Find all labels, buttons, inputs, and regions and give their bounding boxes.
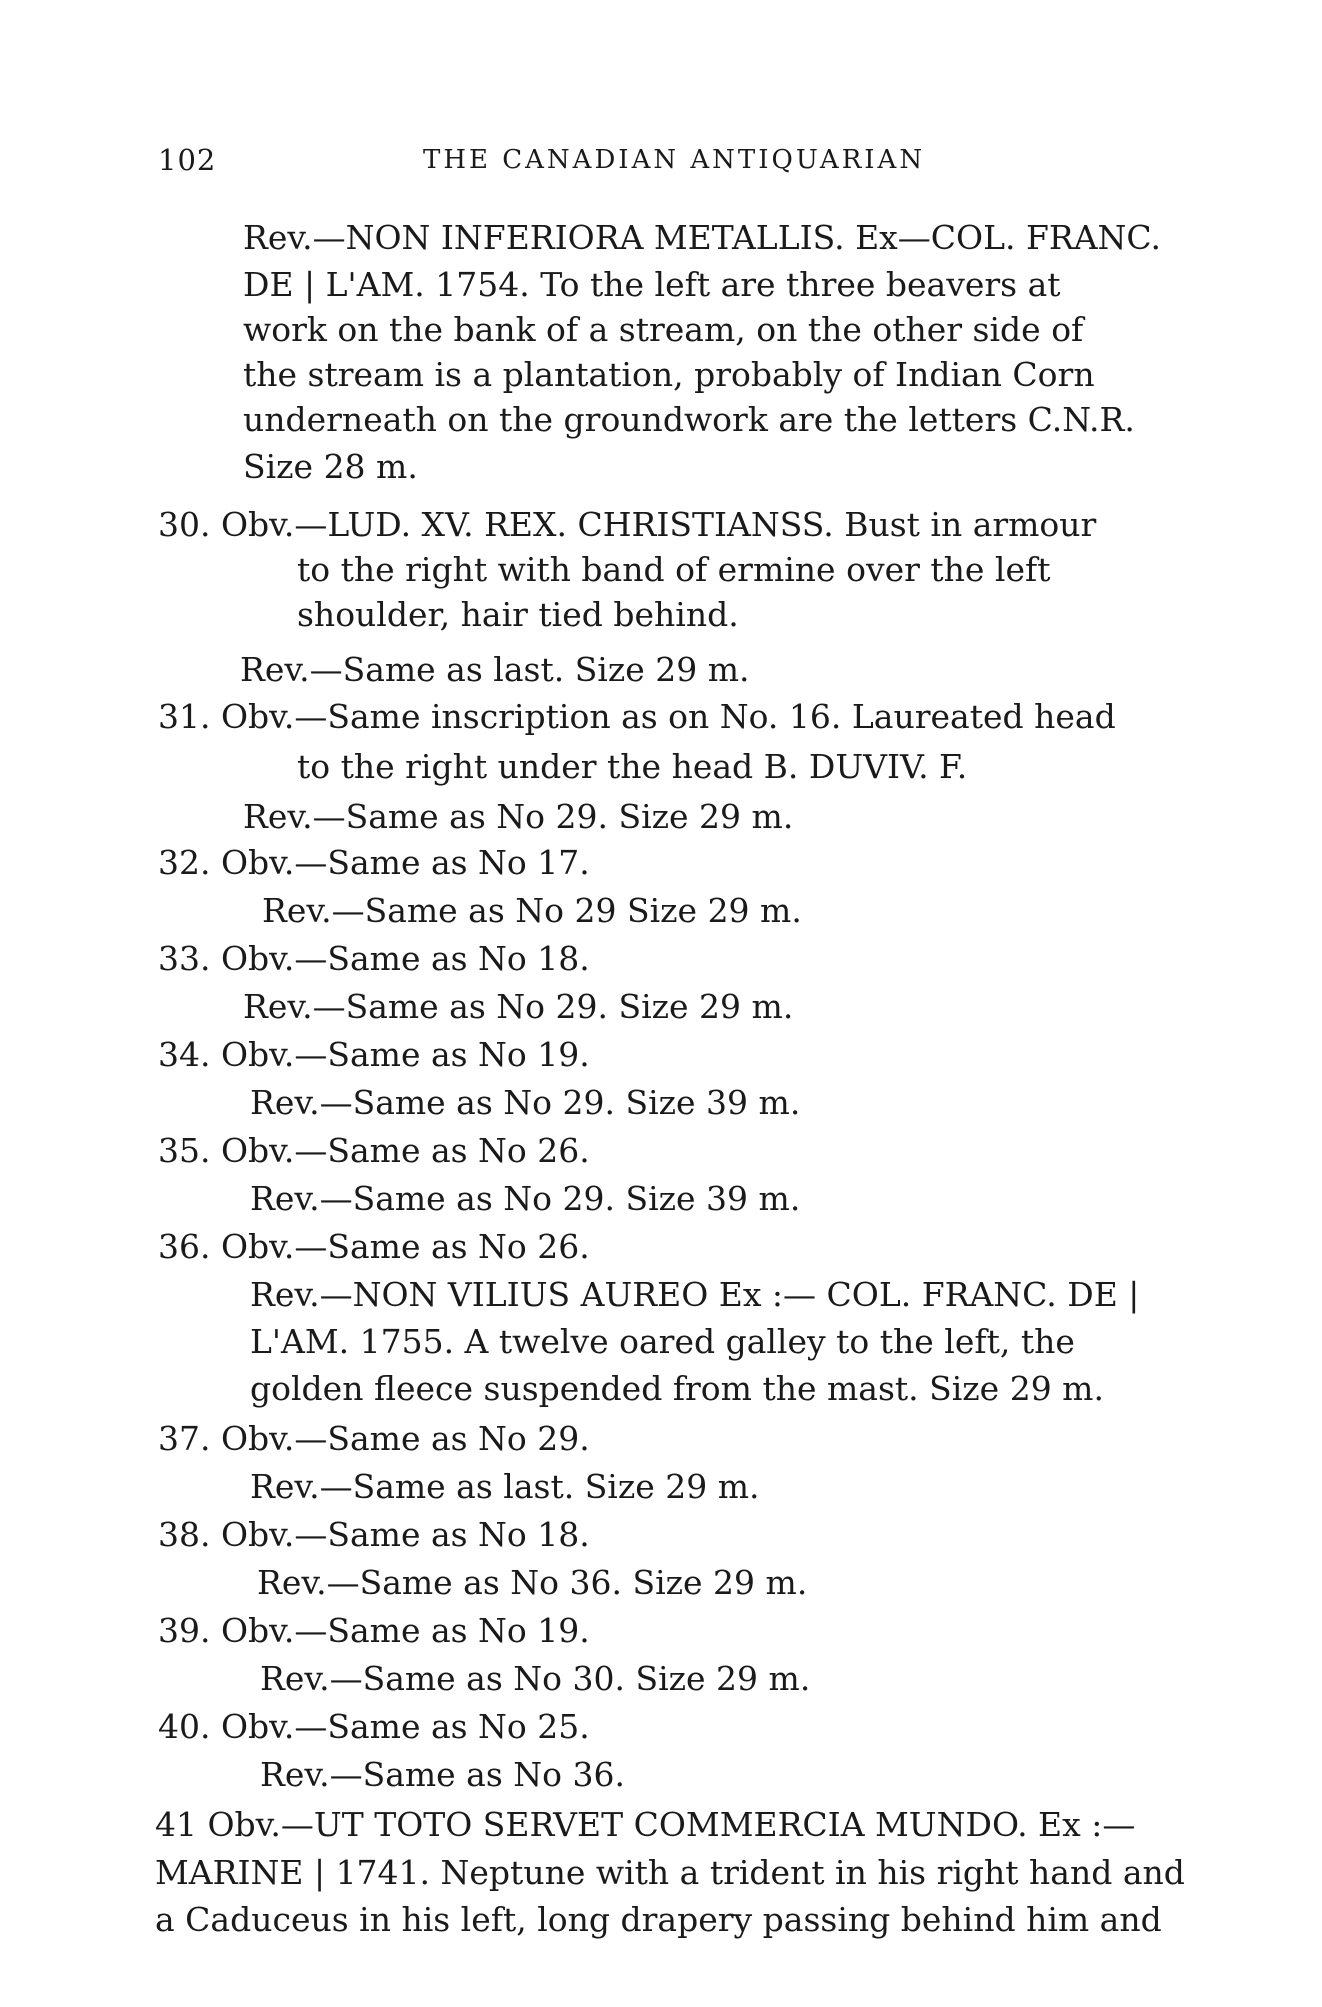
text-line: Rev.—Same as No 29. Size 39 m. (250, 1083, 801, 1122)
text-line: golden fleece suspended from the mast. Size 29 m. (250, 1369, 1104, 1408)
text-line: Rev.—Same as last. Size 29 m. (240, 650, 750, 689)
entry-line: 39. Obv.—Same as No 19. (158, 1611, 590, 1650)
entry-line: 41 Obv.—UT TOTO SERVET COMMERCIA MUNDO. Ex :— (155, 1805, 1136, 1844)
text-line: underneath on the groundwork are the letters C.N.R. (243, 400, 1135, 439)
text-line: Rev.—Same as No 36. (260, 1755, 625, 1794)
entry-line: 38. Obv.—Same as No 18. (158, 1515, 590, 1554)
entry-line: 31. Obv.—Same inscription as on No. 16. Laureated head (158, 697, 1116, 736)
text-line: L'AM. 1755. A twelve oared galley to the left, the (250, 1322, 1075, 1361)
page-header (158, 143, 1208, 183)
text-line: MARINE | 1741. Neptune with a trident in his right hand and (155, 1853, 1185, 1892)
text-line: Rev.—Same as last. Size 29 m. (250, 1467, 760, 1506)
entry-line: 33. Obv.—Same as No 18. (158, 939, 590, 978)
entry-line: 36. Obv.—Same as No 26. (158, 1227, 590, 1266)
text-line: Rev.—NON VILIUS AUREO Ex :— COL. FRANC. DE | (250, 1275, 1140, 1314)
entry-line: 40. Obv.—Same as No 25. (158, 1707, 590, 1746)
entry-line: 34. Obv.—Same as No 19. (158, 1035, 590, 1074)
text-line: Rev.—Same as No 29 Size 29 m. (262, 891, 802, 930)
text-line: Rev.—NON INFERIORA METALLIS. Ex—COL. FRANC. (243, 218, 1161, 257)
text-line: DE | L'AM. 1754. To the left are three beavers at (243, 265, 1061, 304)
page-number: 102 (158, 143, 217, 177)
text-line: Rev.—Same as No 36. Size 29 m. (257, 1563, 808, 1602)
entry-line: 37. Obv.—Same as No 29. (158, 1419, 590, 1458)
text-line: Rev.—Same as No 29. Size 29 m. (243, 987, 794, 1026)
entry-line: 30. Obv.—LUD. XV. REX. CHRISTIANSS. Bust in armour (158, 505, 1097, 544)
text-line: Size 28 m. (243, 447, 418, 486)
text-line: the stream is a plantation, probably of Indian Corn (243, 355, 1095, 394)
text-line: shoulder, hair tied behind. (297, 595, 739, 634)
entry-line: 32. Obv.—Same as No 17. (158, 843, 590, 882)
running-title: THE CANADIAN ANTIQUARIAN (423, 145, 926, 175)
text-line: Rev.—Same as No 29. Size 29 m. (243, 797, 794, 836)
text-line: work on the bank of a stream, on the other side of (243, 310, 1084, 349)
entry-line: 35. Obv.—Same as No 26. (158, 1131, 590, 1170)
text-line: to the right with band of ermine over the left (297, 550, 1051, 589)
text-line: Rev.—Same as No 30. Size 29 m. (260, 1659, 811, 1698)
text-line: Rev.—Same as No 29. Size 39 m. (250, 1179, 801, 1218)
text-line: to the right under the head B. DUVIV. F. (297, 747, 968, 786)
text-line: a Caduceus in his left, long drapery passing behind him and (155, 1900, 1162, 1939)
